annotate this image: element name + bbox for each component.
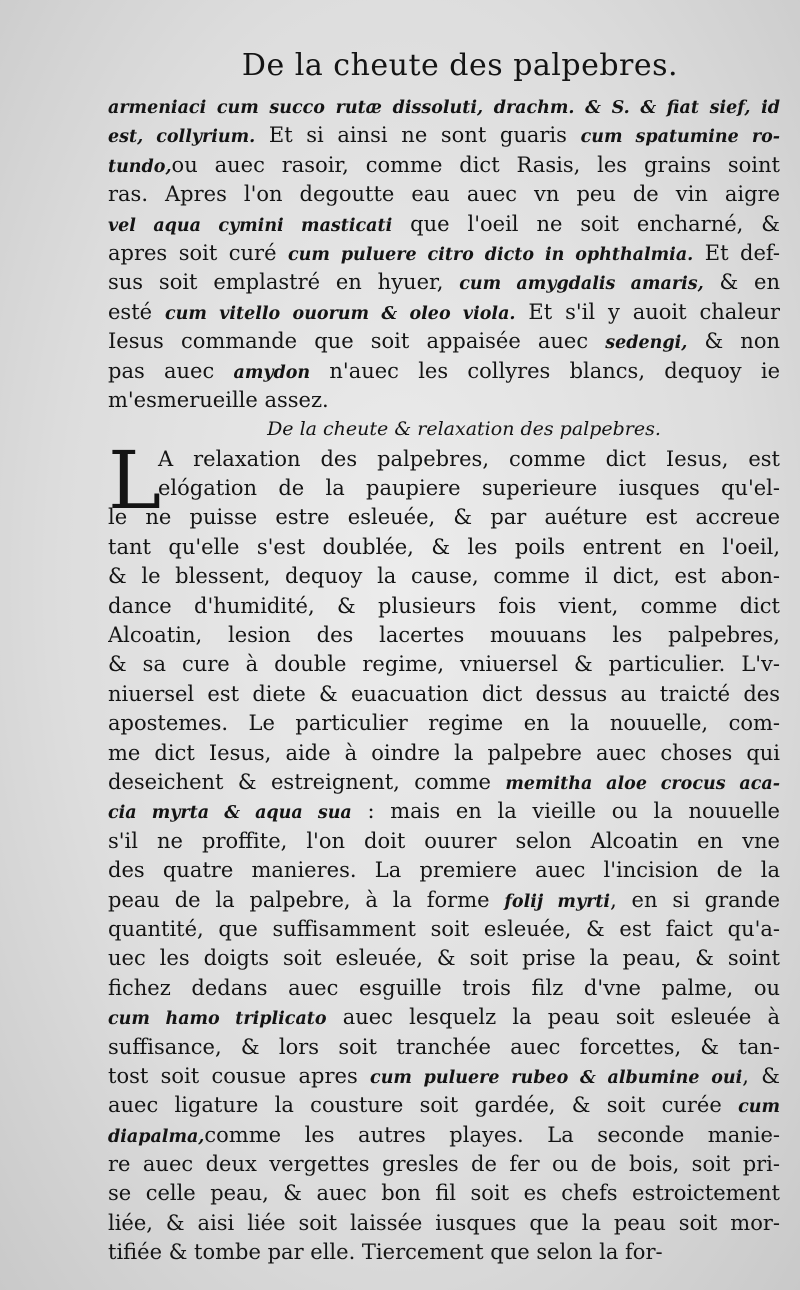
french-text: Et def-	[693, 240, 780, 265]
french-text: ou auec rasoir, comme dict Rasis, les grains soint	[171, 152, 780, 177]
text-line	[108, 1121, 780, 1150]
french-text: n'auec les collyres blancs, dequoy ie	[310, 358, 780, 383]
french-text: ras. Apres l'on degoutte eau auec vn peu de vin aigre	[108, 182, 780, 207]
latin-italic-text: armeniaci cum succo rutæ dissoluti, drachm. & S. & fiat sief, id	[108, 98, 780, 118]
latin-italic-text: cum puluere rubeo & albumine oui	[370, 1067, 743, 1088]
french-text: se celle peau, & auec bon fil soit es chefs estroictement	[108, 1181, 780, 1206]
text-line	[108, 709, 780, 738]
french-text: , &	[742, 1063, 780, 1088]
text-line	[108, 856, 780, 885]
french-text: : mais en la vieille ou la nouuelle	[351, 799, 780, 824]
text-line	[108, 151, 780, 180]
text-line	[108, 533, 780, 562]
french-text: suffisance, & lors soit tranchée auec forcettes, & tan-	[108, 1034, 780, 1059]
french-text: Alcoatin, lesion des lacertes mouuans les palpebres,	[108, 623, 780, 648]
latin-italic-text: cum spatumine ro-	[580, 127, 780, 148]
french-text: & sa cure à double regime, vniuersel & particulier. L'v-	[108, 652, 780, 677]
text-line	[108, 1209, 780, 1238]
text-line	[108, 1033, 780, 1062]
french-text: deseichent & estreignent, comme	[108, 769, 506, 794]
text-line	[108, 1091, 780, 1120]
text-line	[108, 915, 780, 944]
text-line	[108, 357, 780, 386]
french-text: des quatre manieres. La premiere auec l'incision de la	[108, 858, 780, 883]
latin-italic-text: tundo,	[108, 156, 172, 177]
french-text: dance d'humidité, & plusieurs fois vient, comme dict	[108, 593, 780, 618]
text-line	[108, 92, 780, 121]
latin-italic-text: diapalma,	[108, 1126, 205, 1147]
text-line	[108, 121, 780, 150]
french-text: uec les doigts soit esleuée, & soit prise la peau, & soint	[108, 946, 780, 971]
text-line	[108, 210, 780, 239]
french-text: tant qu'elle s'est doublée, & les poils entrent en l'oeil,	[108, 534, 780, 559]
french-text: apres soit curé	[108, 240, 289, 265]
french-text: sus soit emplastré en hyuer,	[108, 270, 460, 295]
french-text: niuersel est diete & euacuation dict dessus au traicté des	[108, 681, 780, 706]
text-line	[108, 239, 780, 268]
french-text: auec ligature la cousture soit gardée, & soit curée	[108, 1093, 739, 1118]
french-text: A relaxation des palpebres, comme dict Iesus, est	[158, 446, 780, 471]
text-line	[108, 180, 780, 209]
french-text: me dict Iesus, aide à oindre la palpebre auec choses qui	[108, 740, 780, 765]
text-line	[108, 650, 780, 679]
latin-italic-text: cum	[738, 1097, 780, 1118]
french-text: Et si ainsi ne sont guaris	[255, 123, 581, 148]
french-text: Iesus commande que soit appaisée auec	[108, 329, 606, 354]
text-line	[108, 680, 780, 709]
text-line	[108, 739, 780, 768]
french-text: s'il ne proffite, l'on doit ouurer selon Alcoatin en vne	[108, 828, 780, 853]
text-line	[108, 474, 780, 503]
french-text: comme les autres playes. La seconde manie-	[204, 1122, 780, 1147]
text-body	[108, 92, 780, 1268]
latin-italic-text: amydon	[233, 362, 311, 383]
text-line	[108, 797, 780, 826]
french-text: auec lesquelz la peau soit esleuée à	[326, 1005, 780, 1030]
drop-cap: L	[108, 433, 162, 527]
french-text: quantité, que suffisamment soit esleuée, & est faict qu'a-	[108, 916, 780, 941]
text-line	[108, 386, 780, 415]
french-text: , en si grande	[610, 887, 780, 912]
french-text: elógation de la paupiere superieure iusques qu'el-	[158, 476, 780, 501]
text-line	[108, 827, 780, 856]
french-text: peau de la palpebre, à la forme	[108, 887, 505, 912]
french-text: Et s'il y auoit chaleur	[515, 299, 780, 324]
french-text: & non	[687, 329, 780, 354]
text-line	[108, 621, 780, 650]
text-line	[108, 298, 780, 327]
french-text: tifiée & tombe par elle. Tiercement que selon la for-	[108, 1240, 663, 1265]
french-text: pas auec	[108, 358, 234, 383]
section-heading: De la cheute & relaxation des palpebres.	[267, 418, 661, 441]
latin-italic-text: vel aqua cymini masticati	[108, 215, 393, 236]
latin-italic-text: sedengi,	[605, 333, 688, 354]
latin-italic-text: est, collyrium.	[108, 127, 256, 148]
paragraph-continuation	[108, 92, 780, 415]
latin-italic-text: cum hamo triplicato	[108, 1009, 327, 1030]
french-text: & le blessent, dequoy la cause, comme il dict, est abon-	[108, 564, 780, 589]
latin-italic-text: cum puluere citro dicto in ophthalmia.	[288, 244, 694, 265]
french-text: le ne puisse estre esleuée, & par auéture est accreue	[108, 505, 780, 530]
text-line	[108, 327, 780, 356]
paragraph-relaxation	[108, 433, 780, 1268]
latin-italic-text: cum amygdalis amaris,	[459, 274, 704, 295]
french-text: que l'oeil ne soit encharné, &	[392, 211, 780, 236]
french-text: & en	[703, 270, 780, 295]
text-line	[108, 974, 780, 1003]
text-line	[108, 592, 780, 621]
french-text: fichez dedans auec esguille trois filz d'vne palme, ou	[108, 975, 780, 1000]
latin-italic-text: folij myrti	[504, 891, 611, 912]
text-line	[108, 1238, 780, 1267]
latin-italic-text: memitha aloe crocus aca-	[505, 773, 780, 794]
text-line	[108, 1003, 780, 1032]
french-text: liée, & aisi liée soit laissée iusques que la peau soit mor-	[108, 1210, 780, 1235]
text-line	[108, 1150, 780, 1179]
text-line	[108, 268, 780, 297]
text-line	[108, 503, 780, 532]
text-line	[108, 768, 780, 797]
french-text: re auec deux vergettes gresles de fer ou de bois, soit pri-	[108, 1152, 780, 1177]
french-text: tost soit cousue apres	[108, 1063, 371, 1088]
text-line	[108, 886, 780, 915]
text-line	[108, 944, 780, 973]
text-line	[108, 1179, 780, 1208]
text-line	[108, 445, 780, 474]
latin-italic-text: cum vitello ouorum & oleo viola.	[164, 303, 516, 324]
text-line	[108, 562, 780, 591]
latin-italic-text: cia myrta & aqua sua	[108, 803, 352, 824]
running-header: De la cheute des palpebres.	[241, 48, 679, 83]
text-line	[108, 1062, 780, 1091]
french-text: esté	[108, 299, 165, 324]
french-text: m'esmerueille assez.	[108, 387, 329, 412]
french-text: apostemes. Le particulier regime en la nouuelle, com-	[108, 711, 780, 736]
